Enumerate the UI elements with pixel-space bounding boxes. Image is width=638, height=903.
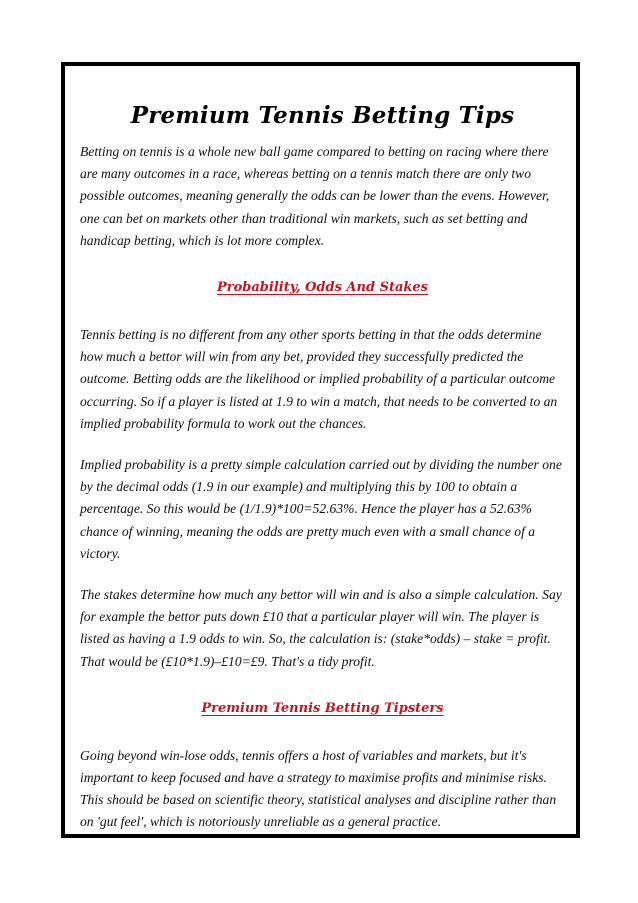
section-heading-tipsters: Premium Tennis Betting Tipsters [201, 700, 444, 716]
section-heading-probability: Probability, Odds And Stakes [217, 280, 428, 296]
document-body [80, 100, 565, 834]
paragraph-stakes: The stakes determine how much any bettor will win and is also a simple calculation. Say for example the bettor puts down £10 that a particular player will win. The player is listed as having a 1.9 odds to win. So, the calculation is: (stake*odds) – stake = profit. That would be (£10*1.9)–£10=£9. That's a tidy profit. [80, 587, 562, 669]
paragraph-strategy: Going beyond win-lose odds, tennis offers a host of variables and markets, but it's important to keep focused and have a strategy to maximise profits and minimise risks. This should be based on scientific theory, statistical analyses and discipline rather than on 'gut feel', which is notoriously unreliable as a general practice. [80, 747, 557, 830]
paragraph-implied-probability: Implied probability is a pretty simple calculation carried out by dividing the number one by the decimal odds (1.9 in our example) and multiplying this by 100 to obtain a percentage. So this would be (1/1.9)*100=52.63%. Hence the player has a 52.63% chance of winning, meaning the odds are pretty much even with a small chance of a victory. [80, 457, 562, 561]
page-title: Premium Tennis Betting Tips [130, 102, 515, 129]
paragraph-betting-odds: Tennis betting is no different from any other sports betting in that the odds determine how much a bettor will win from any bet, provided they successfully predicted the outcome. Betting odds are the likelihood or implied probability of a particular outcome occurring. So if a player is listed at 1.9 to win a match, that needs to be converted to an implied probability formula to work out the chances. [80, 327, 558, 431]
intro-paragraph: Betting on tennis is a whole new ball game compared to betting on racing where there are many outcomes in a race, whereas betting on a tennis match there are only two possible outcomes, meaning generally the odds can be lower than the evens. However, one can bet on markets other than traditional win markets, such as set betting and handicap betting, which is lot more complex. [80, 144, 550, 248]
